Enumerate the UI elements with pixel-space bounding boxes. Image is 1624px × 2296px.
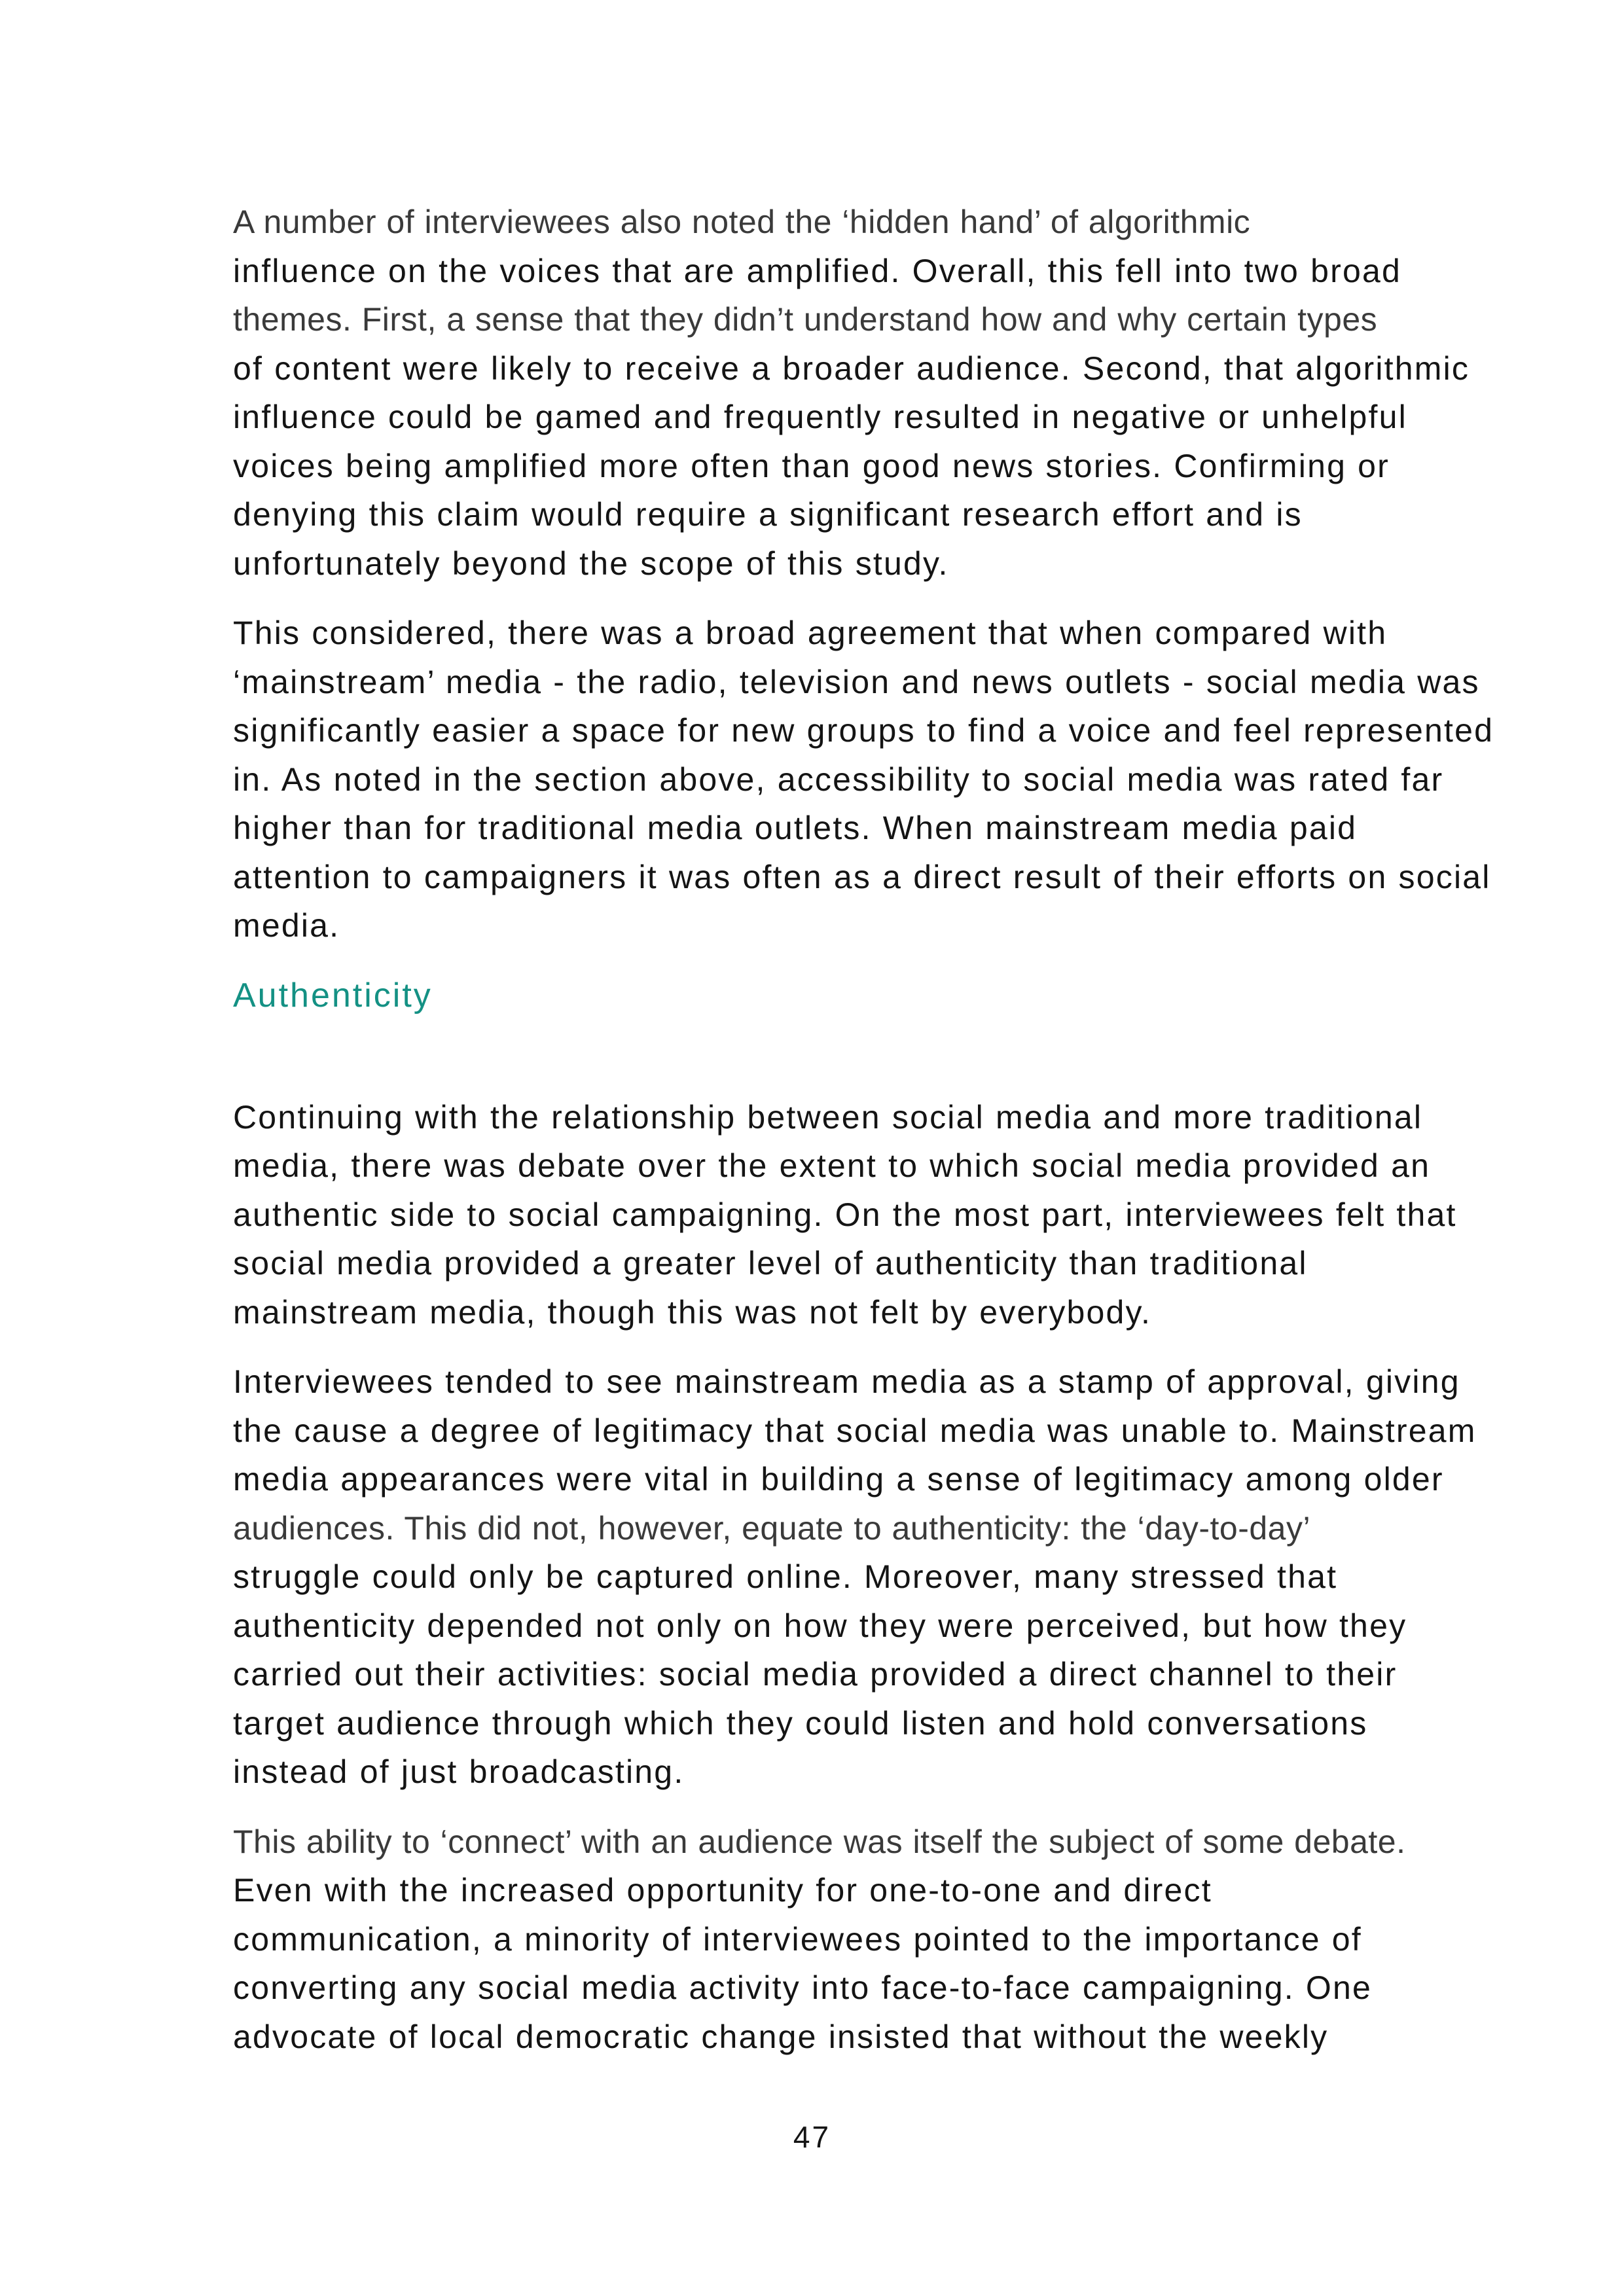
text-line: advocate of local democratic change insisted that without the weekly: [233, 2018, 1329, 2055]
page-content: [233, 198, 1529, 2082]
text-line: of content were likely to receive a broader audience. Second, that algorithmic: [233, 350, 1470, 387]
text-line: Continuing with the relationship between social media and more traditional: [233, 1098, 1423, 1136]
text-line: converting any social media activity into face-to-face campaigning. One: [233, 1969, 1373, 2006]
paragraph-connect-audience: [233, 1818, 1529, 2062]
paragraph-authenticity-relationship: [233, 1093, 1529, 1337]
text-line: authentic side to social campaigning. On the most part, interviewees felt that: [233, 1196, 1457, 1233]
text-line: Even with the increased opportunity for one-to-one and direct: [233, 1872, 1212, 1909]
text-line: media appearances were vital in building a sense of legitimacy among older: [233, 1461, 1444, 1498]
section-heading-authenticity: Authenticity: [233, 976, 433, 1014]
text-line: themes. First, a sense that they didn’t understand how and why certain types: [233, 301, 1378, 338]
text-line: A number of interviewees also noted the ‘hidden hand’ of algorithmic: [233, 204, 1251, 240]
text-line: voices being amplified more often than good news stories. Confirming or: [233, 447, 1390, 484]
text-line: media.: [233, 907, 340, 944]
text-line: attention to campaigners it was often as a direct result of their efforts on social: [233, 858, 1491, 895]
text-line: This considered, there was a broad agreement that when compared with: [233, 615, 1388, 651]
text-line: in. As noted in the section above, accessibility to social media was rated far: [233, 761, 1444, 798]
text-line: struggle could only be captured online. Moreover, many stressed that: [233, 1558, 1338, 1595]
text-line: audiences. This did not, however, equate to authenticity: the ‘day-to-day’: [233, 1509, 1311, 1547]
text-line: mainstream media, though this was not felt by everybody.: [233, 1293, 1152, 1331]
text-line: This ability to ‘connect’ with an audience was itself the subject of some debate.: [233, 1823, 1406, 1860]
text-line: ‘mainstream’ media - the radio, television and news outlets - social media was: [233, 663, 1480, 700]
paragraph-algorithmic-influence: [233, 198, 1529, 588]
text-line: media, there was debate over the extent to which social media provided an: [233, 1147, 1431, 1184]
text-line: unfortunately beyond the scope of this study.: [233, 545, 949, 582]
text-line: significantly easier a space for new groups to find a voice and feel represented: [233, 712, 1494, 749]
text-line: authenticity depended not only on how they were perceived, but how they: [233, 1607, 1407, 1644]
text-line: influence on the voices that are amplified. Overall, this fell into two broad: [233, 252, 1402, 289]
text-line: denying this claim would require a significant research effort and is: [233, 496, 1303, 533]
text-line: instead of just broadcasting.: [233, 1753, 685, 1790]
text-line: Interviewees tended to see mainstream media as a stamp of approval, giving: [233, 1363, 1460, 1400]
page-number: 47: [793, 2120, 831, 2154]
paragraph-stamp-of-approval: [233, 1357, 1529, 1797]
text-line: communication, a minority of interviewees pointed to the importance of: [233, 1920, 1362, 1958]
text-line: target audience through which they could listen and hold conversations: [233, 1704, 1368, 1742]
text-line: social media provided a greater level of authenticity than traditional: [233, 1245, 1308, 1282]
text-line: carried out their activities: social media provided a direct channel to their: [233, 1656, 1398, 1693]
text-line: higher than for traditional media outlets. When mainstream media paid: [233, 810, 1358, 846]
text-line: influence could be gamed and frequently resulted in negative or unhelpful: [233, 399, 1407, 435]
text-line: the cause a degree of legitimacy that social media was unable to. Mainstream: [233, 1412, 1477, 1449]
paragraph-mainstream-media: [233, 609, 1529, 950]
